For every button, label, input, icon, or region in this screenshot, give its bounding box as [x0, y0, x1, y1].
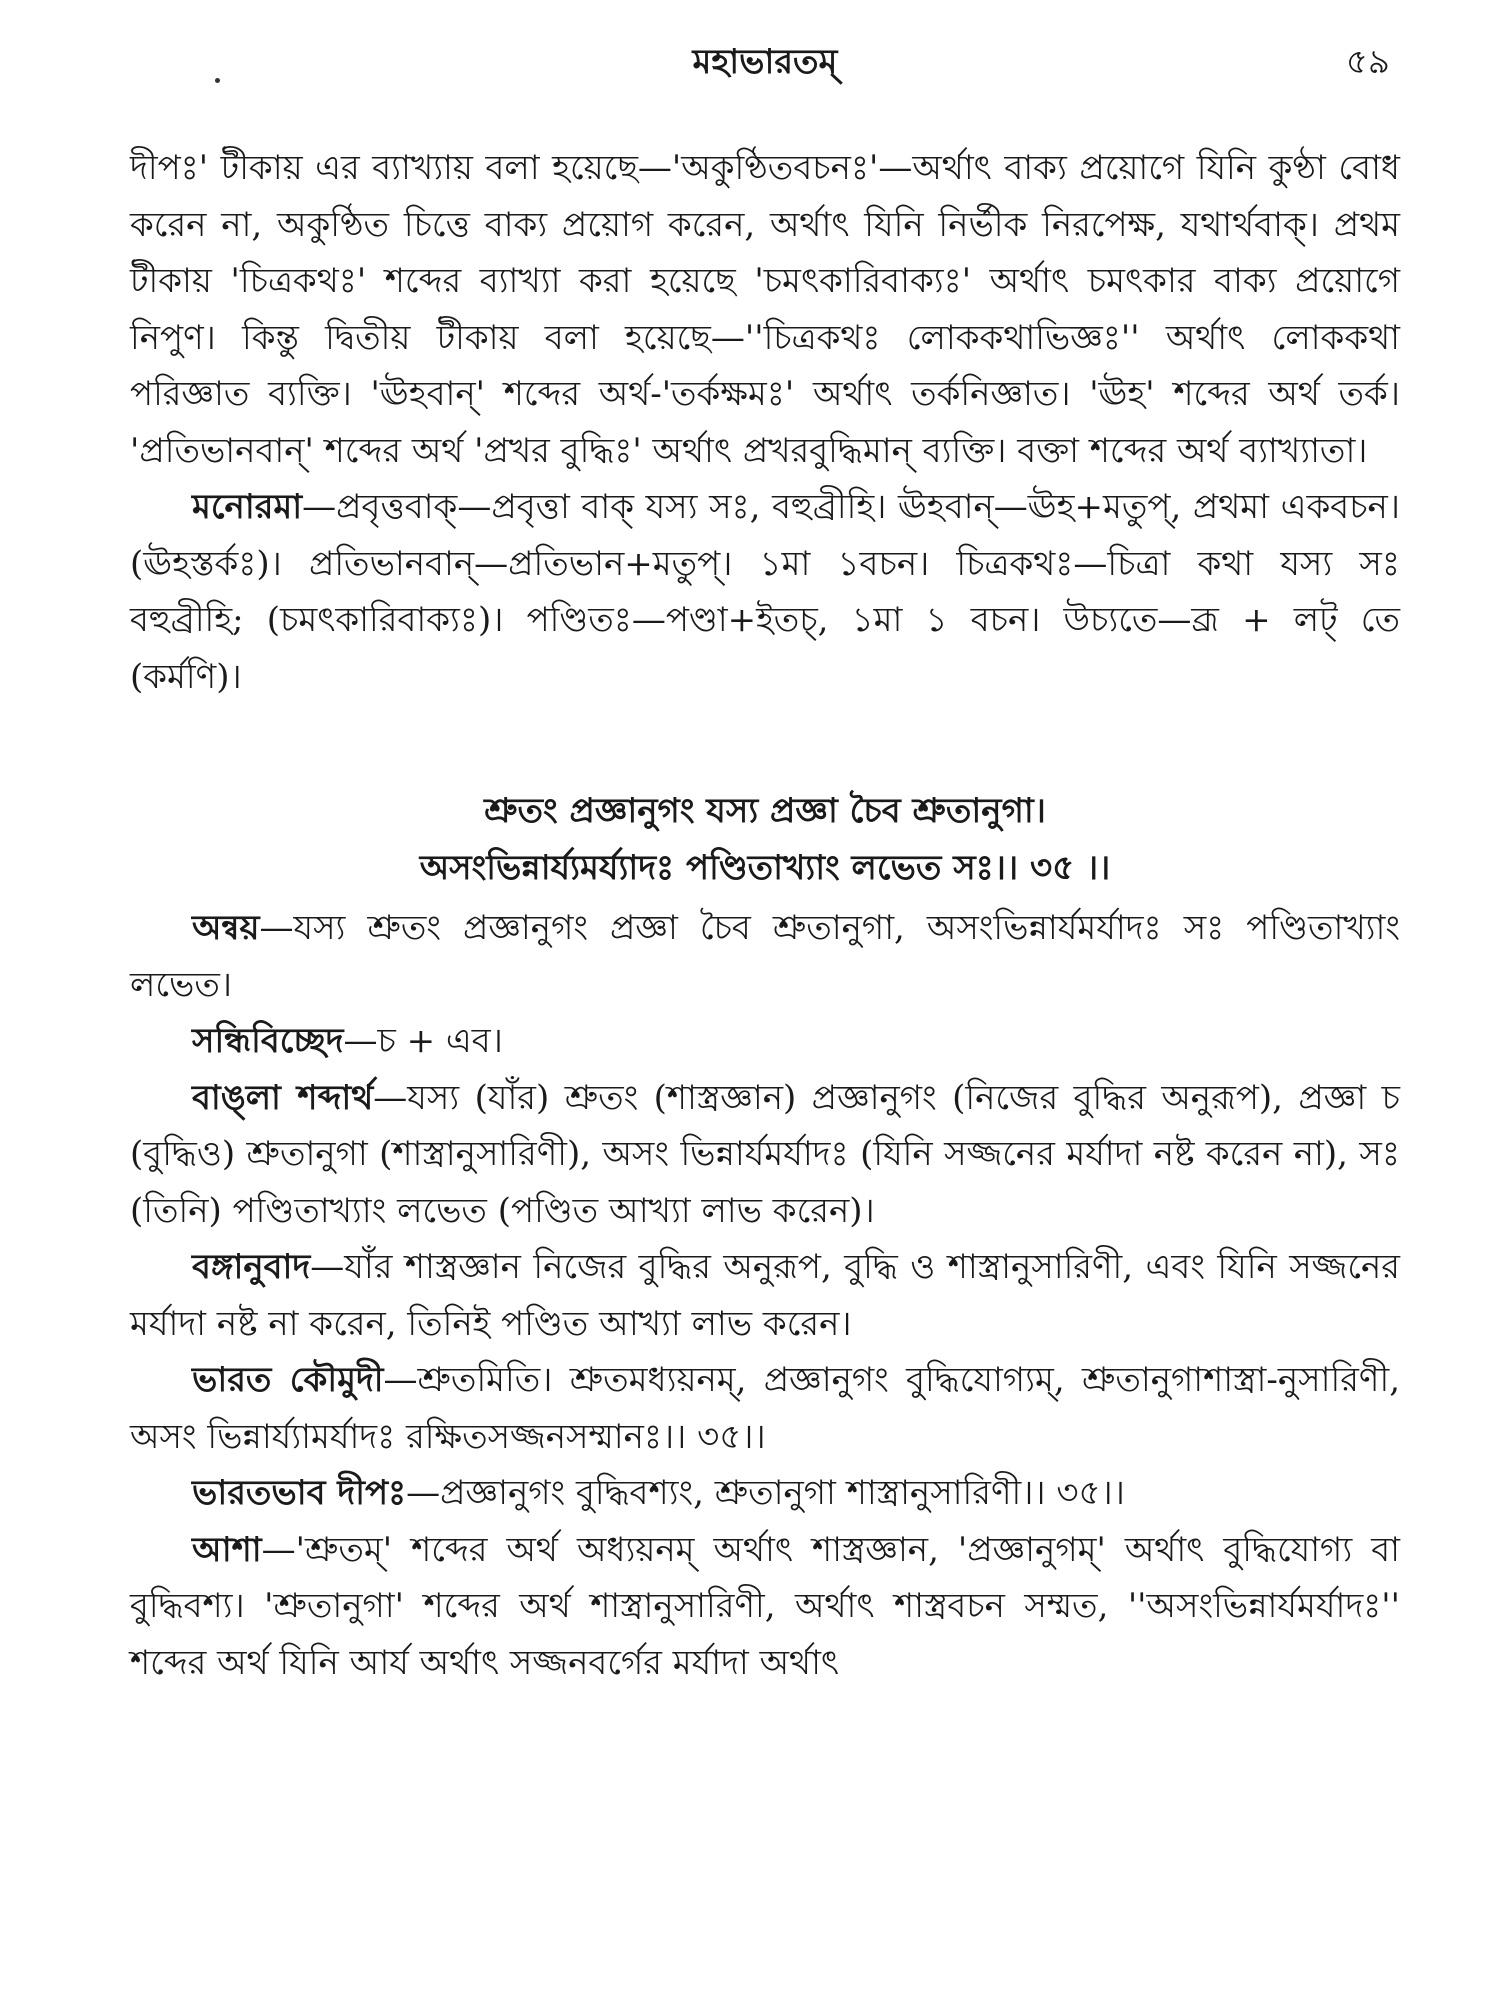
bangla-shabdartha-term: বাঙ্লা শব্দার্থ: [192, 1077, 374, 1118]
bhavadipa-paragraph: [130, 1465, 1400, 1522]
running-header: [130, 28, 1400, 88]
anvaya-term: অন্বয়: [192, 908, 260, 948]
bhavadipa-term: ভারতভাব দীপঃ: [192, 1473, 407, 1513]
kaumudi-text: —শ্রুতমিতি। শ্রুতমধ্যয়নম্, প্রজ্ঞানুগং বুদ্ধিযোগ্যম্, শ্রুতানুগাশাস্ত্রা-নুসারিণী, অসং ভিন্নার্য্যামর্যাদঃ রক্ষিতসজ্জনসম্মানঃ।। ৩৫।।: [130, 1360, 1400, 1457]
anvaya-paragraph: [130, 900, 1400, 1013]
bangla-shabdartha-paragraph: [130, 1070, 1400, 1240]
asha-text: —'শ্রুতম্' শব্দের অর্থ অধ্যয়নম্ অর্থাৎ শাস্ত্রজ্ঞান, 'প্রজ্ঞানুগম্' অর্থাৎ বুদ্ধিযোগ্য বা বুদ্ধিবশ্য। 'শ্রুতানুগা' শব্দের অর্থ শাস্ত্রানুসারিণী, অর্থাৎ শাস্ত্রবচন সম্মত, ''অসংভিন্নার্যমর্যাদঃ'' শব্দের অর্থ যিনি আর্য অর্থাৎ সজ্জনবর্গের মর্যাদা অর্থাৎ: [130, 1529, 1400, 1683]
print-speck: [215, 78, 220, 83]
asha-term: আশা: [192, 1529, 262, 1570]
bhavadipa-text: —প্রজ্ঞানুগং বুদ্ধিবশ্যং, শ্রুতানুগা শাস্ত্রানুসারিণী।। ৩৫।।: [406, 1473, 1125, 1513]
body-text: [130, 140, 1400, 1691]
kaumudi-paragraph: [130, 1352, 1400, 1465]
page-number: ৫৯: [1345, 42, 1390, 82]
sandhi-term: সন্ধিবিচ্ছেদ: [192, 1021, 344, 1061]
anuvad-text: —যাঁর শাস্ত্রজ্ঞান নিজের বুদ্ধির অনুরূপ, বুদ্ধি ও শাস্ত্রানুসারিণী, এবং যিনি সজ্জনের মর্যাদা নষ্ট না করেন, তিনিই পণ্ডিত আখ্যা লাভ করেন।: [130, 1247, 1400, 1344]
commentary-paragraph: দীপঃ' টীকায় এর ব্যাখ্যায় বলা হয়েছে—'অকুণ্ঠিতবচনঃ'—অর্থাৎ বাক্য প্রয়োগে যিনি কুণ্ঠা বোধ করেন না, অকুণ্ঠিত চিত্তে বাক্য প্রয়োগ করেন, অর্থাৎ যিনি নির্ভীক নিরপেক্ষ, যথার্থবাক্। প্রথম টীকায় 'চিত্রকথঃ' শব্দের ব্যাখ্যা করা হয়েছে 'চমৎকারিবাক্যঃ' অর্থাৎ চমৎকার বাক্য প্রয়োগে নিপুণ। কিন্তু দ্বিতীয় টীকায় বলা হয়েছে—''চিত্রকথঃ লোককথাভিজ্ঞঃ'' অর্থাৎ লোককথা পরিজ্ঞাত ব্যক্তি। 'ঊহবান্' শব্দের অর্থ-'তর্কক্ষমঃ' অর্থাৎ তর্কনিজ্ঞাত। 'ঊহ' শব্দের অর্থ তর্ক। 'প্রতিভানবান্' শব্দের অর্থ 'প্রখর বুদ্ধিঃ' অর্থাৎ প্রখরবুদ্ধিমান্ ব্যক্তি। বক্তা শব্দের অর্থ ব্যাখ্যাতা।: [130, 148, 1400, 471]
sandhi-text: —চ + এব।: [343, 1021, 503, 1061]
verse-line-1: শ্রুতং প্রজ্ঞানুগং যস্য প্রজ্ঞা চৈব শ্রুতানুগা।: [484, 791, 1046, 831]
anuvad-paragraph: [130, 1239, 1400, 1352]
section-gap: [130, 705, 1400, 783]
bangla-shabdartha-text: —যস্য (যাঁর) শ্রুতং (শাস্ত্রজ্ঞান) প্রজ্ঞানুগং (নিজের বুদ্ধির অনুরূপ), প্রজ্ঞা চ (বুদ্ধিও) শ্রুতানুগা (শাস্ত্রানুসারিণী), অসং ভিন্নার্যমর্যাদঃ (যিনি সজ্জনের মর্যাদা নষ্ট করেন না), সঃ (তিনি) পণ্ডিতাখ্যাং লভেত (পণ্ডিত আখ্যা লাভ করেন)।: [130, 1077, 1400, 1231]
sandhi-paragraph: [130, 1013, 1400, 1070]
manorama-term: মনোরমা: [192, 487, 303, 527]
manorama-paragraph: [130, 479, 1400, 705]
verse-line-2: অসংভিন্নার্য্যমর্য্যাদঃ পণ্ডিতাখ্যাং লভেত সঃ।। ৩৫ ।।: [419, 847, 1111, 888]
kaumudi-term: ভারত কৌমুদী: [192, 1360, 384, 1400]
verse-block: [130, 783, 1400, 896]
asha-paragraph: [130, 1522, 1400, 1692]
manorama-text: —প্রবৃত্তবাক্—প্রবৃত্তা বাক্ যস্য সঃ, বহুব্রীহি। ঊহবান্—ঊহ+মতুপ্, প্রথমা একবচন। (ঊহস্তর্কঃ)। প্রতিভানবান্—প্রতিভান+মতুপ্। ১মা ১বচন। চিত্রকথঃ—চিত্রা কথা যস্য সঃ বহুব্রীহি; (চমৎকারিবাক্যঃ)। পণ্ডিতঃ—পণ্ডা+ইতচ্, ১মা ১ বচন। উচ্যতে—ব্রূ + লট্ তে (কর্মণি)।: [130, 487, 1400, 697]
anuvad-term: বঙ্গানুবাদ: [192, 1247, 311, 1287]
running-title: মহাভারতম্: [692, 42, 838, 82]
anvaya-text: —যস্য শ্রুতং প্রজ্ঞানুগং প্রজ্ঞা চৈব শ্রুতানুগা, অসংভিন্নার্যমর্যাদঃ সঃ পণ্ডিতাখ্যাং লভেত।: [130, 908, 1400, 1005]
